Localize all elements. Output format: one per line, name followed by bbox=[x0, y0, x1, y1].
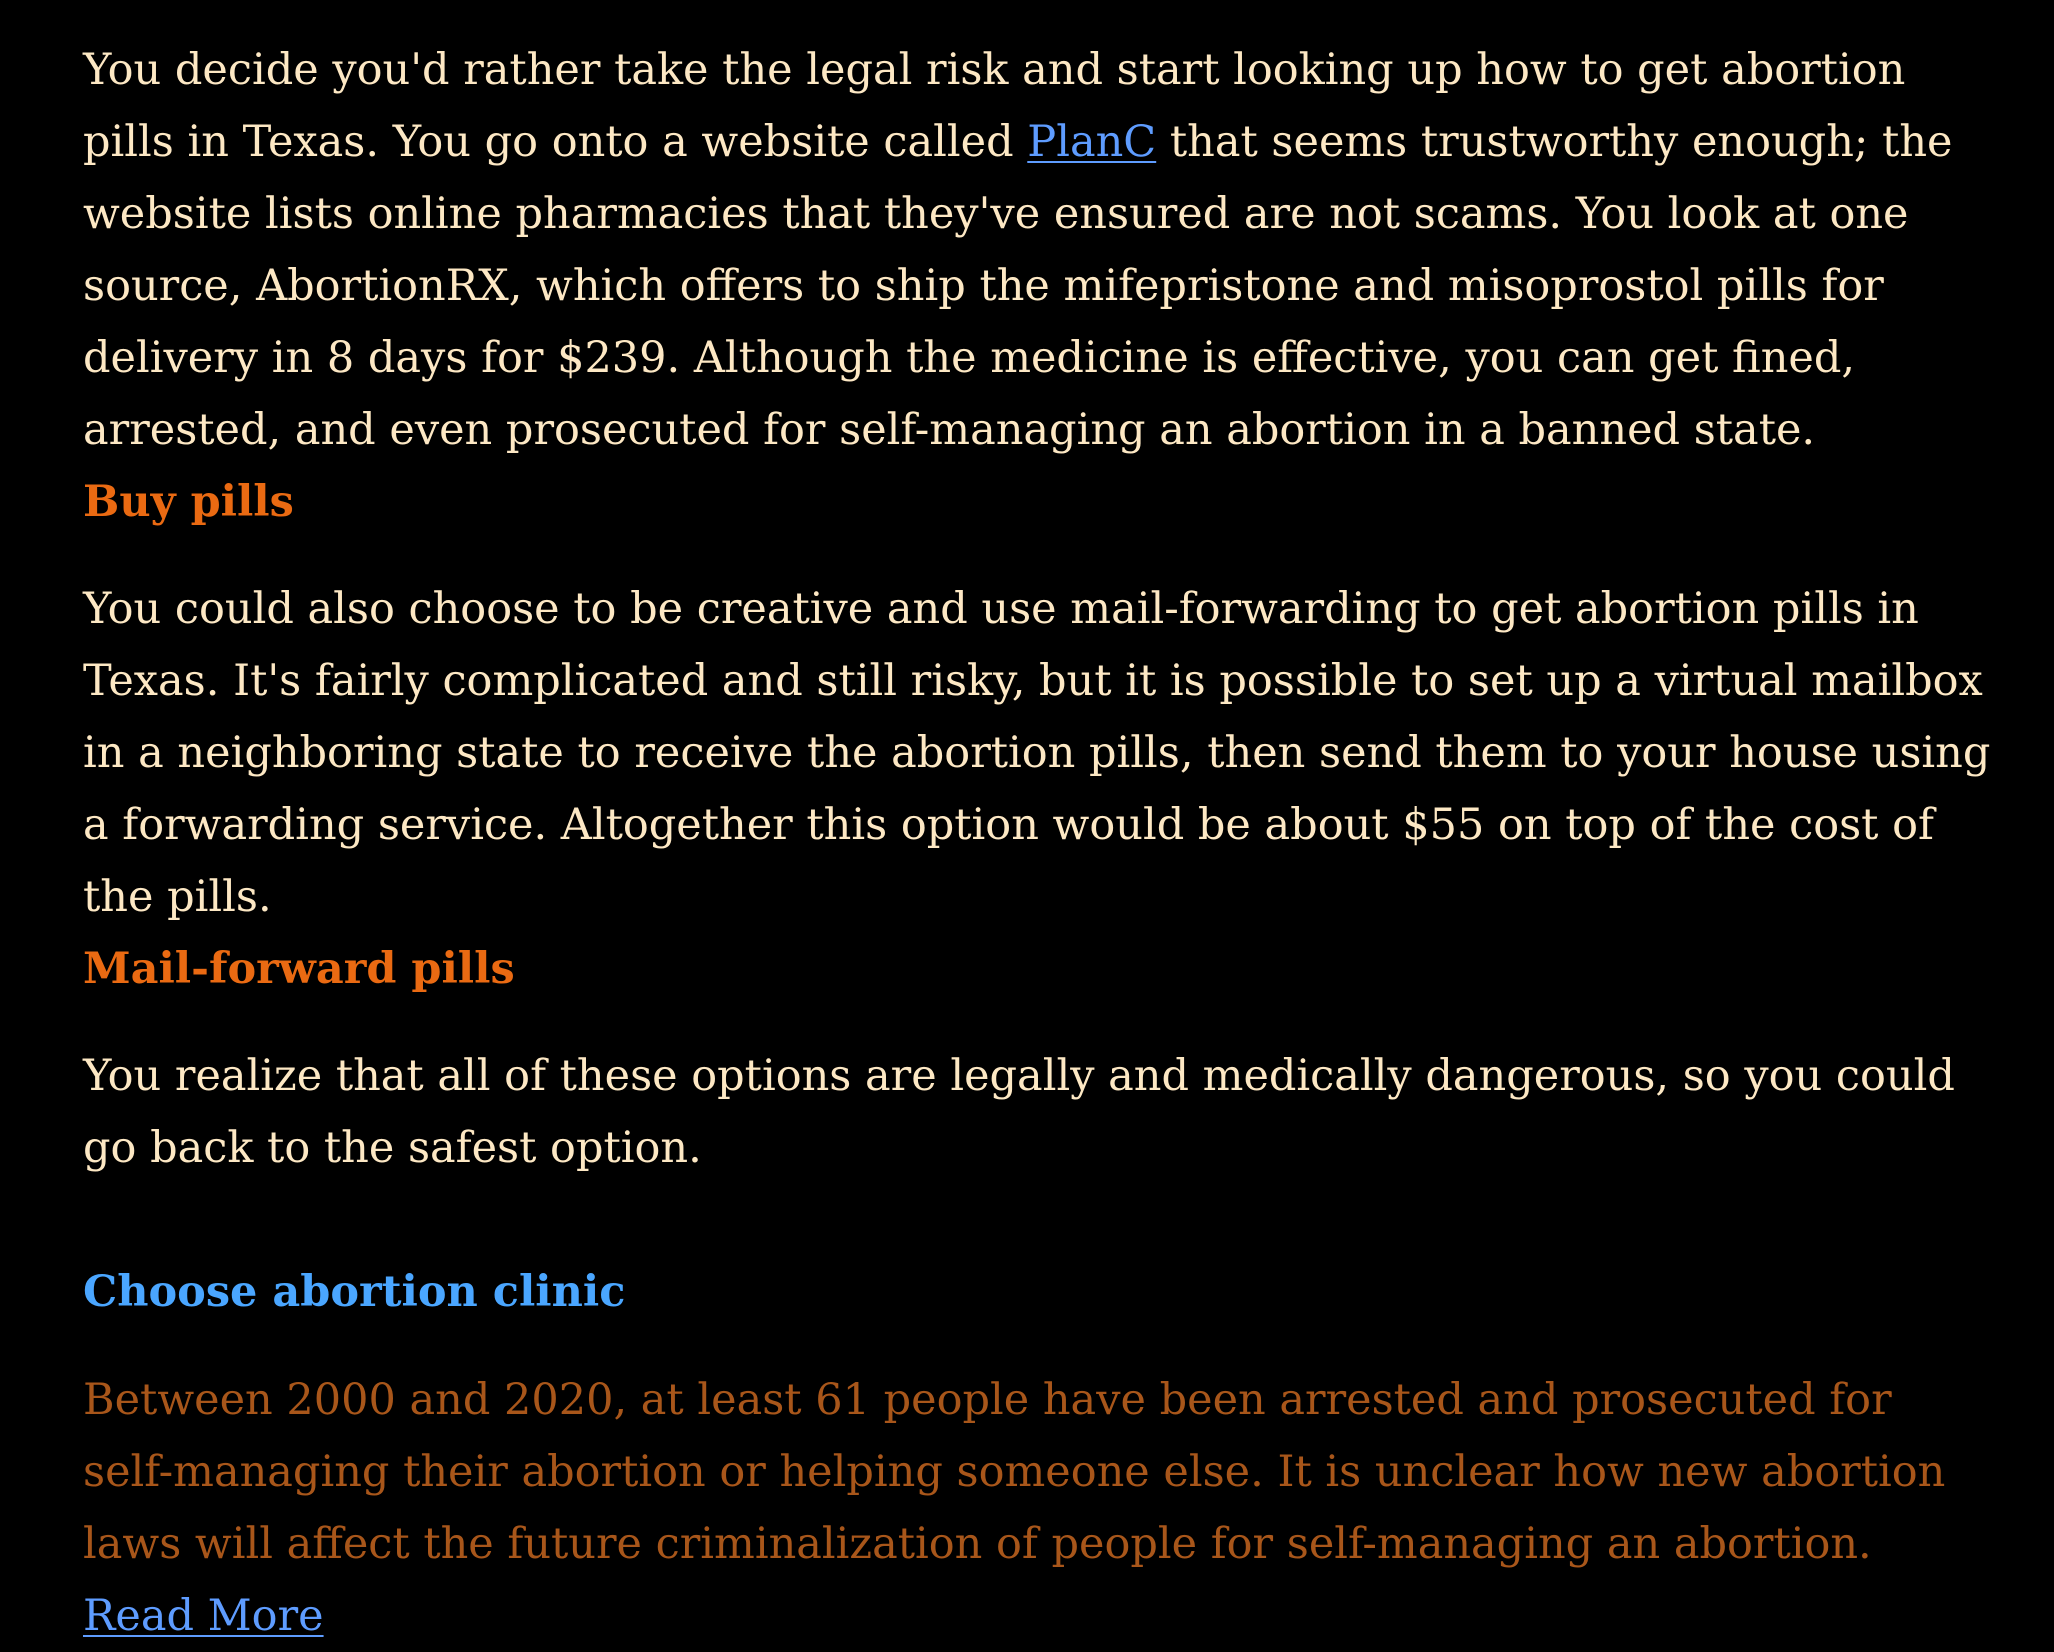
safest-option-paragraph: You realize that all of these options are legally and medically dangerous, so you could go back to the safest option. bbox=[83, 1051, 1955, 1173]
planc-link[interactable]: PlanC bbox=[1027, 117, 1157, 167]
buy-pills-choice[interactable]: Buy pills bbox=[83, 477, 294, 527]
intro-text-after: that seems trustworthy enough; the website lists online pharmacies that they've ensured are not scams. You look at one source, AbortionRX, which offers to ship the mifepristone and misoprostol pills for delivery in 8 days for $239. Although the medicine is effective, you can get fined, arrested, and even prosecuted for self-managing an abortion in a banned state. bbox=[83, 117, 1953, 455]
spacer bbox=[83, 1328, 1994, 1364]
spacer bbox=[83, 1184, 1994, 1256]
note-text: Between 2000 and 2020, at least 61 people have been arrested and prosecuted for self-managing their abortion or helping someone else. It is unclear how new abortion laws will affect the future criminalization of people for self-managing an abortion. bbox=[83, 1375, 1946, 1569]
intro-paragraph bbox=[83, 34, 1993, 466]
spacer bbox=[83, 1005, 1994, 1040]
intro-text-before: You decide you'd rather take the legal risk and start looking up how to get abortion pills in Texas. You go onto a website called bbox=[83, 45, 1906, 167]
mail-forward-pills-choice[interactable]: Mail-forward pills bbox=[83, 944, 515, 994]
choose-abortion-clinic-choice[interactable]: Choose abortion clinic bbox=[83, 1267, 626, 1317]
spacer bbox=[83, 538, 1994, 573]
criminalization-note bbox=[83, 1364, 1993, 1652]
read-more-link[interactable]: Read More bbox=[83, 1591, 324, 1641]
mail-forward-paragraph: You could also choose to be creative and use mail-forwarding to get abortion pills in Texas. It's fairly complicated and still risky, but it is possible to set up a virtual mailbox in a neighboring state to receive the abortion pills, then send them to your house using a forwarding service. Altogether this option would be about $55 on top of the cost of the pills. bbox=[83, 584, 1991, 922]
